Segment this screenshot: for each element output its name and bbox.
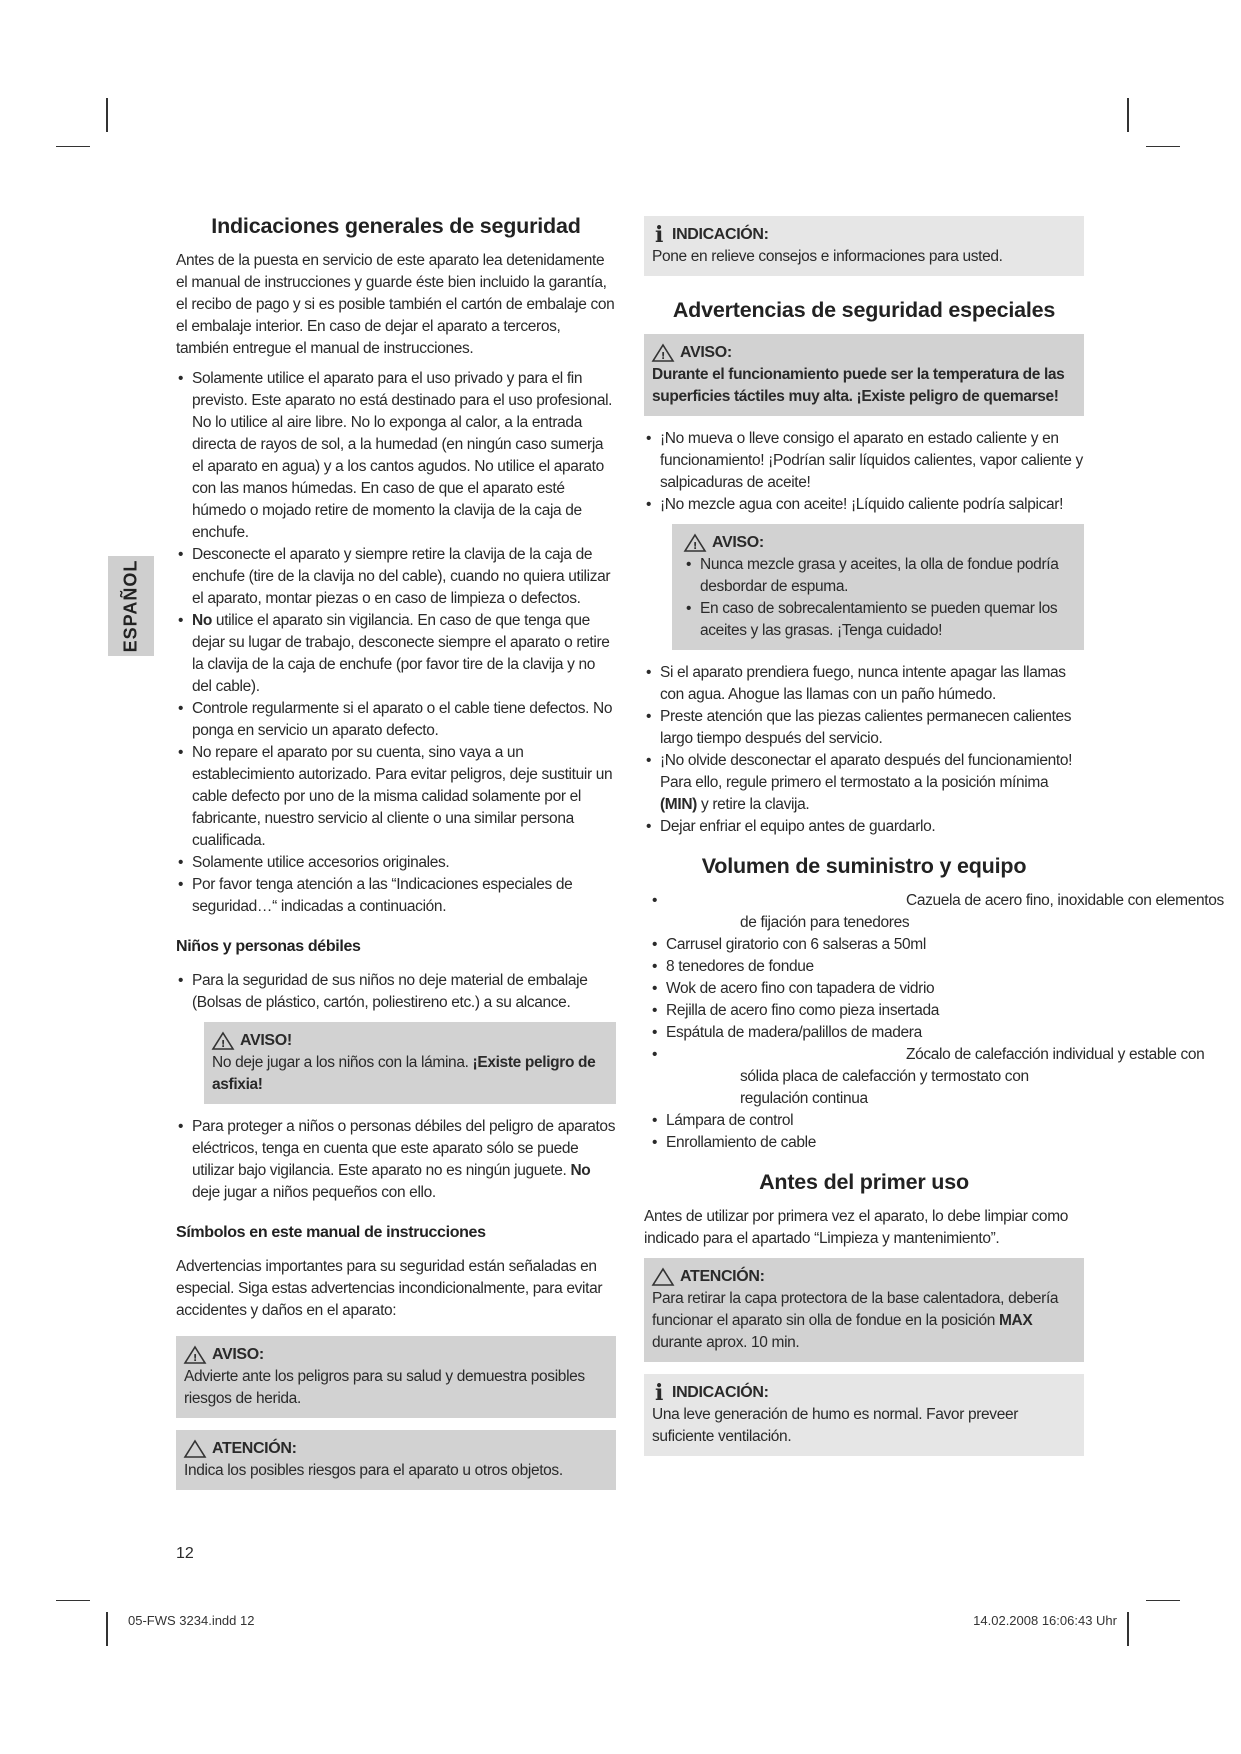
special-safety-list [644, 428, 1084, 516]
aviso-text-1: Durante el funcionamiento puede ser la temperatura de las superficies táctiles muy alta. ¡Existe peligro de quemarse! [652, 366, 1065, 405]
symbols-section-title: Símbolos en este manual de instrucciones [176, 1224, 486, 1241]
svg-text:!: ! [220, 1039, 226, 1050]
page-number: 12 [176, 1545, 194, 1562]
warning-triangle-icon [184, 1346, 206, 1364]
footer-timestamp: 14.02.2008 16:06:43 Uhr [973, 1613, 1117, 1628]
list-item: • Por favor tenga atención a las “Indicaciones especiales de seguridad…“ indicadas a continuación. [176, 874, 616, 918]
list-item: • Espátula de madera/palillos de madera [650, 1022, 1084, 1044]
warning-triangle-icon [684, 534, 706, 552]
crop-mark [1127, 98, 1129, 132]
aviso-legend-title: ! AVISO: [184, 1344, 608, 1366]
svg-text:!: ! [692, 541, 698, 552]
indicacion-title-2: i INDICACIÓN: [652, 1382, 1076, 1404]
list-item: • Wok de acero fino con tapadera de vidrio [650, 978, 1084, 1000]
crop-mark [106, 1612, 108, 1646]
left-column [176, 212, 616, 1502]
list-item: • Lámpara de control [650, 1110, 1084, 1132]
indicacion-box-1 [644, 216, 1084, 276]
crop-mark [1127, 1612, 1129, 1646]
list-item: • Nunca mezcle grasa y aceites, la olla de fondue podría desbordar de espuma. [684, 554, 1076, 598]
atencion-title: ATENCIÓN: [652, 1266, 1076, 1288]
caution-triangle-icon [652, 1268, 674, 1286]
aviso-legend-box [176, 1336, 616, 1418]
aviso-legend-text: Advierte ante los peligros para su salud y demuestra posibles riesgos de herida. [184, 1368, 585, 1407]
list-item: • 8 tenedores de fondue [650, 956, 1084, 978]
atencion-legend-text: Indica los posibles riesgos para el aparato u otros objetos. [184, 1462, 563, 1479]
general-safety-list [176, 368, 616, 918]
special-safety-title: Advertencias de seguridad especiales [672, 298, 1056, 322]
footer-file: 05-FWS 3234.indd 12 [128, 1613, 255, 1628]
children-warning-box [204, 1022, 616, 1104]
crop-mark [106, 98, 108, 132]
warning-triangle-icon [652, 344, 674, 362]
list-item: • Cazuela de acero fino, inoxidable con elementos de fijación para tenedores [650, 890, 1084, 934]
children-list-2 [176, 1116, 616, 1204]
list-item: • Desconecte el aparato y siempre retire la clavija de la caja de enchufe (tire de la clavija no del cable), cuando no quiera utilizar el aparato, montar piezas o en caso de limpieza o defectos. [176, 544, 616, 610]
aviso-title-2: ! AVISO: [684, 532, 1076, 554]
list-item: • ¡No mezcle agua con aceite! ¡Líquido caliente podría salpicar! [644, 494, 1084, 516]
children-list [176, 970, 616, 1014]
children-section-title: Niños y personas débiles [176, 938, 361, 955]
list-item: • Si el aparato prendiera fuego, nunca intente apagar las llamas con agua. Ahogue las llamas con un paño húmedo. [644, 662, 1084, 706]
list-item: • Solamente utilice el aparato para el uso privado y para el fin previsto. Este aparato no está destinado para el uso profesional. No lo utilice al aire libre. No lo exponga al calor, a la entrada directa de rayos de sol, a la humedad (en ningún caso sumerja el aparato en agua) y a los cantos agudos. No utilice el aparato con las manos húmedas. En caso de que el aparato esté húmedo o mojado retire de momento la clavija de la caja de enchufe. [176, 368, 616, 544]
atencion-text: Para retirar la capa protectora de la base calentadora, debería funcionar el aparato sin olla de fondue en la posición MAX durante aprox. 10 min. [652, 1290, 1059, 1351]
indicacion-box-2 [644, 1374, 1084, 1456]
list-item: • Para la seguridad de sus niños no deje material de embalaje (Bolsas de plástico, cartón, poliestireno etc.) a su alcance. [176, 970, 616, 1014]
indicacion-title-1: i INDICACIÓN: [652, 224, 1076, 246]
info-icon: i [654, 222, 663, 248]
list-item: • Solamente utilice accesorios originales. [176, 852, 616, 874]
indicacion-text-1: Pone en relieve consejos e informaciones para usted. [652, 248, 1003, 265]
crop-mark [56, 1600, 90, 1601]
supply-title: Volumen de suministro y equipo [701, 854, 1027, 878]
list-item: • En caso de sobrecalentamiento se pueden quemar los aceites y las grasas. ¡Tenga cuidado! [684, 598, 1076, 642]
general-safety-title: Indicaciones generales de seguridad [211, 214, 581, 238]
aviso-list-2 [684, 554, 1076, 642]
atencion-box [644, 1258, 1084, 1362]
warning-triangle-icon [212, 1032, 234, 1050]
list-item: • Preste atención que las piezas calientes permanecen calientes largo tiempo después del servicio. [644, 706, 1084, 750]
crop-mark [1146, 146, 1180, 147]
list-item: • No repare el aparato por su cuenta, sino vaya a un establecimiento autorizado. Para evitar peligros, deje sustituir un cable defecto por uno de la misma calidad solamente por el fabricante, nuestro servicio al cliente o una similar persona cualificada. [176, 742, 616, 852]
svg-text:!: ! [192, 1353, 198, 1364]
supply-list [650, 890, 1224, 1154]
right-column [644, 216, 1224, 1468]
atencion-legend-box [176, 1430, 616, 1490]
general-safety-intro: Antes de la puesta en servicio de este aparato lea detenidamente el manual de instrucciones y guarde éste bien incluido la garantía, el recibo de pago y si es posible también el cartón de embalaje con el embalaje interior. En caso de dejar el aparato a terceros, también entregue el manual de instrucciones. [176, 252, 615, 357]
list-item: • ¡No olvide desconectar el aparato después del funcionamiento! Para ello, regule primero el termostato a la posición mínima (MIN) y retire la clavija. [644, 750, 1084, 816]
list-item: • Dejar enfriar el equipo antes de guardarlo. [644, 816, 1084, 838]
list-item: • Rejilla de acero fino como pieza insertada [650, 1000, 1084, 1022]
aviso-box-1 [644, 334, 1084, 416]
svg-text:!: ! [660, 351, 666, 362]
list-item: • Para proteger a niños o personas débiles del peligro de aparatos eléctricos, tenga en cuenta que este aparato sólo se puede utilizar bajo vigilancia. Este aparato no es ningún juguete. No deje jugar a niños pequeños con ello. [176, 1116, 616, 1204]
before-first-use-title: Antes del primer uso [759, 1170, 969, 1194]
list-item: • Controle regularmente si el aparato o el cable tiene defectos. No ponga en servicio un aparato defecto. [176, 698, 616, 742]
language-tab [108, 556, 154, 656]
special-safety-list-2 [644, 662, 1084, 838]
list-item: • Zócalo de calefacción individual y estable con sólida placa de calefacción y termostato con regulación continua [650, 1044, 1084, 1110]
list-item: • Enrollamiento de cable [650, 1132, 1084, 1154]
children-warning-title: ! AVISO! [212, 1030, 608, 1052]
list-item: • No utilice el aparato sin vigilancia. En caso de que tenga que dejar su lugar de trabajo, desconecte siempre el aparato o retire la clavija de la caja de enchufe (por favor tire de la clavija y no del cable). [176, 610, 616, 698]
list-item: • ¡No mueva o lleve consigo el aparato en estado caliente y en funcionamiento! ¡Podrían salir líquidos calientes, vapor caliente y salpicaduras de aceite! [644, 428, 1084, 494]
aviso-box-2 [672, 524, 1084, 650]
info-icon: i [654, 1380, 663, 1406]
children-warning-text: No deje jugar a los niños con la lámina. ¡Existe peligro de asfixia! [212, 1054, 596, 1093]
indicacion-text-2: Una leve generación de humo es normal. Favor preveer suficiente ventilación. [652, 1406, 1019, 1445]
caution-triangle-icon [184, 1440, 206, 1458]
language-tab-label: ESPAÑOL [120, 559, 141, 653]
list-item: • Carrusel giratorio con 6 salseras a 50ml [650, 934, 1084, 956]
crop-mark [1146, 1600, 1180, 1601]
symbols-intro: Advertencias importantes para su seguridad están señaladas en especial. Siga estas advertencias incondicionalmente, para evitar accidentes y daños en el aparato: [176, 1258, 603, 1319]
crop-mark [56, 146, 90, 147]
aviso-title-1: ! AVISO: [652, 342, 1076, 364]
before-first-use-text: Antes de utilizar por primera vez el aparato, lo debe limpiar como indicado para el apartado “Limpieza y mantenimiento”. [644, 1208, 1069, 1247]
atencion-legend-title: ATENCIÓN: [184, 1438, 608, 1460]
